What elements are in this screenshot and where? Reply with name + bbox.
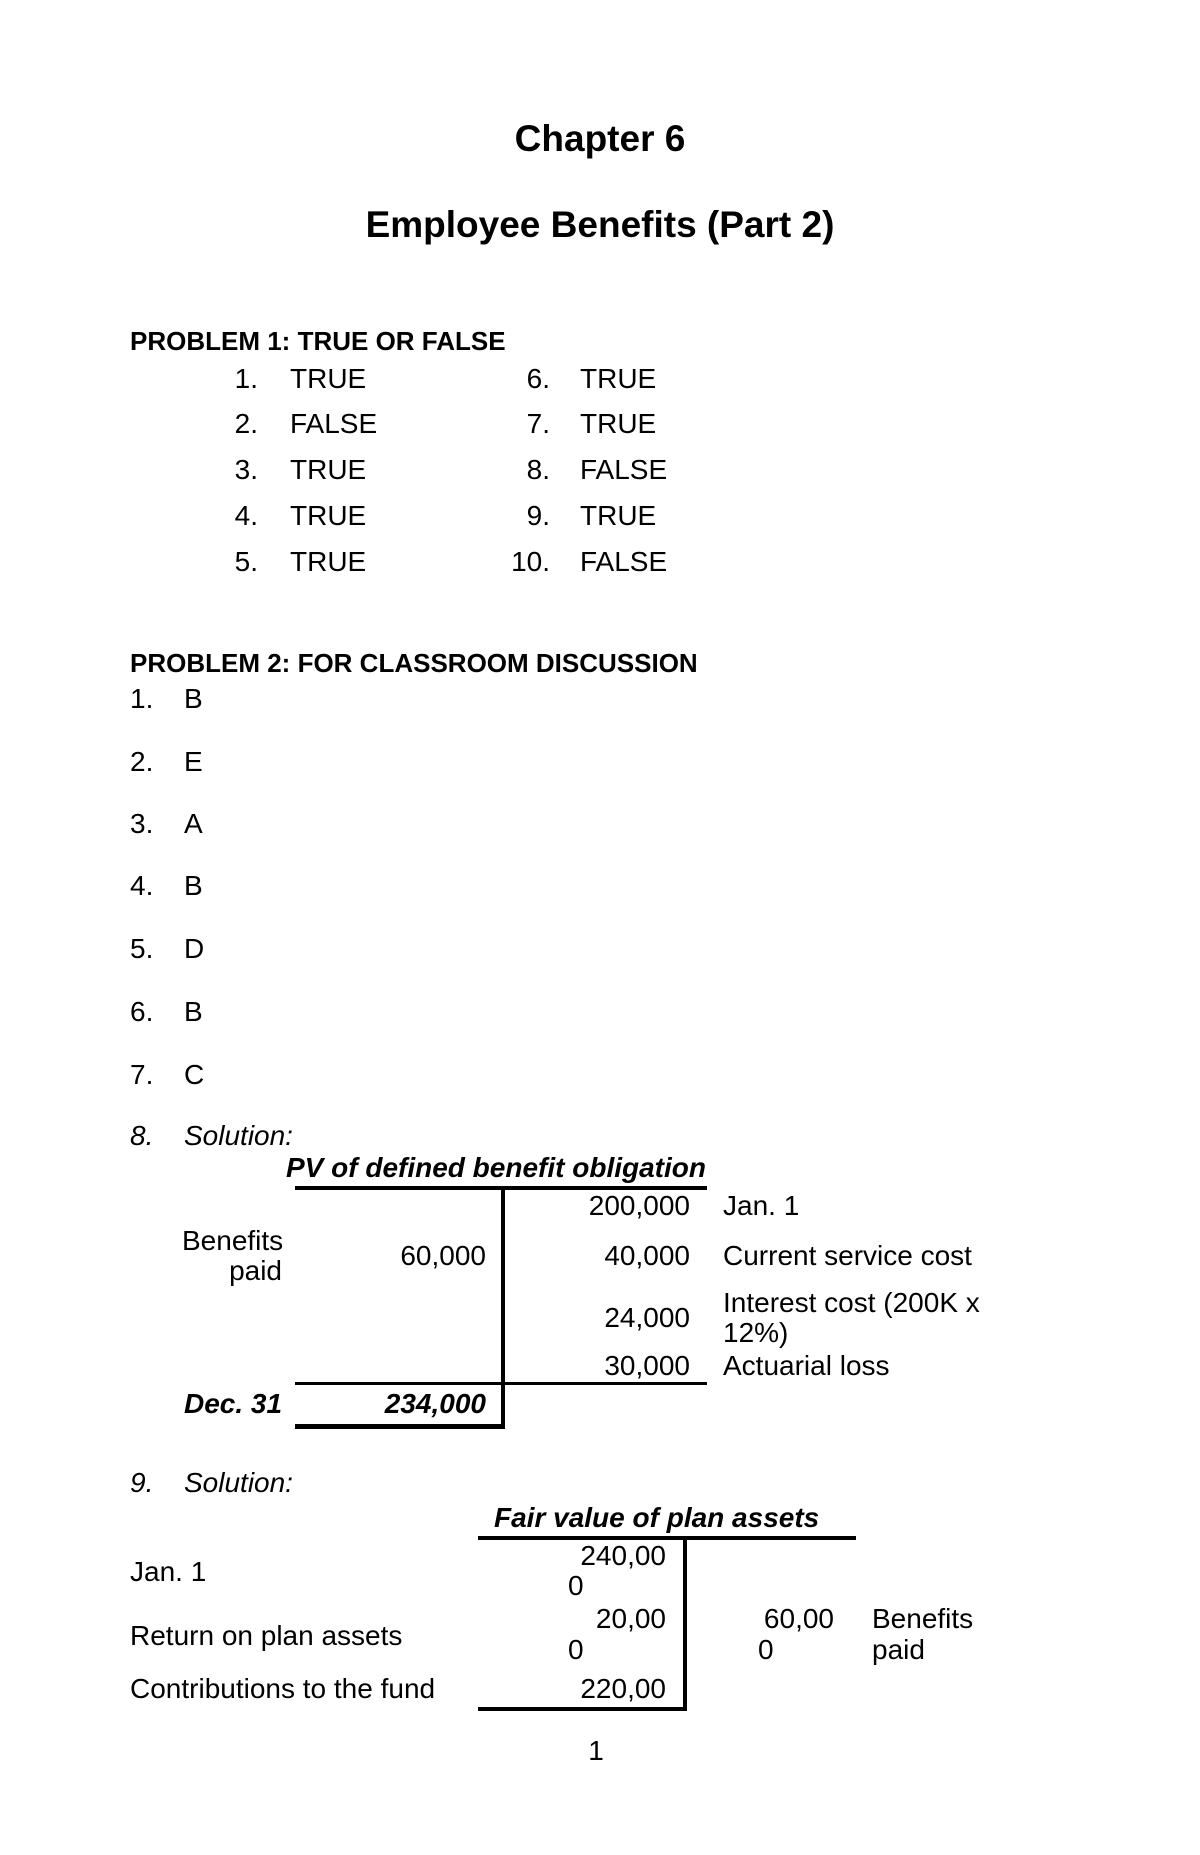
credit-amount: 30,000 bbox=[604, 1350, 690, 1381]
t-account-title: PV of defined benefit obligation bbox=[286, 1152, 706, 1183]
problem1-item-answer: TRUE bbox=[290, 546, 367, 577]
credit-label: paid bbox=[872, 1634, 925, 1665]
debit-label: Benefits bbox=[182, 1225, 284, 1256]
problem1-item-answer: FALSE bbox=[580, 454, 668, 485]
problem2-item-answer: A bbox=[184, 808, 203, 839]
problem1-item-answer: TRUE bbox=[580, 500, 657, 531]
credit-amount: 0 bbox=[758, 1634, 774, 1665]
t-account-vertical-rule bbox=[501, 1188, 505, 1428]
credit-amount: 60,00 bbox=[763, 1603, 834, 1634]
solution-9-num: 9. bbox=[130, 1467, 154, 1498]
problem2-item-answer: B bbox=[184, 683, 203, 714]
problem1-item-answer: TRUE bbox=[580, 408, 657, 439]
problem2-item-answer: D bbox=[184, 933, 205, 964]
problem1-item-num: 5. bbox=[234, 546, 258, 577]
problem1-item-num: 2. bbox=[234, 408, 258, 439]
problem2-item-answer: C bbox=[184, 1059, 205, 1090]
problem1-item-num: 10. bbox=[511, 546, 550, 577]
t-account-title: Fair value of plan assets bbox=[494, 1502, 820, 1533]
problem1-item-num: 6. bbox=[526, 363, 550, 394]
debit-amount: 60,000 bbox=[400, 1240, 486, 1271]
solution-8-num: 8. bbox=[130, 1120, 154, 1151]
t-account-bottom-rule bbox=[478, 1707, 687, 1711]
problem2-item-num: 5. bbox=[130, 933, 154, 964]
problem2-item-num: 3. bbox=[130, 808, 154, 839]
problem2-item-answer: B bbox=[184, 870, 203, 901]
problem1-item-answer: TRUE bbox=[580, 363, 657, 394]
problem2-item-num: 7. bbox=[130, 1059, 154, 1090]
debit-label: Contributions to the fund bbox=[130, 1673, 436, 1704]
problem2-item-num: 2. bbox=[130, 746, 154, 777]
debit-label: paid bbox=[229, 1255, 282, 1286]
problem2-item-answer: E bbox=[184, 746, 203, 777]
problem1-item-answer: TRUE bbox=[290, 454, 367, 485]
t-account-bottom-rule bbox=[295, 1424, 505, 1429]
problem2-item-answer: B bbox=[184, 996, 203, 1027]
credit-label: Current service cost bbox=[723, 1240, 972, 1271]
solution-9-label: Solution: bbox=[184, 1467, 293, 1498]
page-title: Employee Benefits (Part 2) bbox=[365, 204, 835, 245]
problem1-item-num: 1. bbox=[234, 363, 258, 394]
credit-label: Jan. 1 bbox=[723, 1190, 800, 1221]
problem1-item-num: 4. bbox=[234, 500, 258, 531]
t-account-vertical-rule bbox=[683, 1538, 687, 1710]
problem1-item-num: 7. bbox=[526, 408, 550, 439]
problem1-item-answer: FALSE bbox=[290, 408, 378, 439]
credit-amount: 200,000 bbox=[588, 1190, 690, 1221]
credit-amount: 40,000 bbox=[604, 1240, 690, 1271]
debit-label: Return on plan assets bbox=[130, 1620, 403, 1651]
solution-8-label: Solution: bbox=[184, 1120, 293, 1151]
problem2-item-num: 1. bbox=[130, 683, 154, 714]
balance-label: Dec. 31 bbox=[184, 1388, 283, 1419]
problem2-item-num: 6. bbox=[130, 996, 154, 1027]
problem1-item-num: 8. bbox=[526, 454, 550, 485]
problem2-heading: PROBLEM 2: FOR CLASSROOM DISCUSSION bbox=[130, 648, 698, 678]
debit-amount: 240,00 bbox=[580, 1540, 666, 1571]
problem1-heading: PROBLEM 1: TRUE OR FALSE bbox=[130, 326, 506, 356]
problem1-item-num: 3. bbox=[234, 454, 258, 485]
credit-label: Actuarial loss bbox=[723, 1350, 890, 1381]
debit-amount: 220,00 bbox=[580, 1673, 666, 1704]
credit-amount: 24,000 bbox=[604, 1302, 690, 1333]
problem1-item-answer: FALSE bbox=[580, 546, 668, 577]
problem2-item-num: 4. bbox=[130, 870, 154, 901]
debit-amount: 20,00 bbox=[595, 1603, 666, 1634]
t-account-subtotal-rule bbox=[295, 1382, 707, 1385]
credit-label: Benefits bbox=[872, 1603, 974, 1634]
debit-amount: 0 bbox=[568, 1570, 584, 1601]
debit-amount: 0 bbox=[568, 1634, 584, 1665]
page-number: 1 bbox=[588, 1735, 604, 1766]
balance-amount: 234,000 bbox=[384, 1388, 486, 1419]
debit-label: Jan. 1 bbox=[130, 1556, 207, 1587]
chapter-heading: Chapter 6 bbox=[514, 118, 686, 159]
credit-label: 12%) bbox=[723, 1317, 789, 1348]
problem1-item-answer: TRUE bbox=[290, 500, 367, 531]
problem1-item-num: 9. bbox=[526, 500, 550, 531]
problem1-item-answer: TRUE bbox=[290, 363, 367, 394]
credit-label: Interest cost (200K x bbox=[723, 1287, 980, 1318]
